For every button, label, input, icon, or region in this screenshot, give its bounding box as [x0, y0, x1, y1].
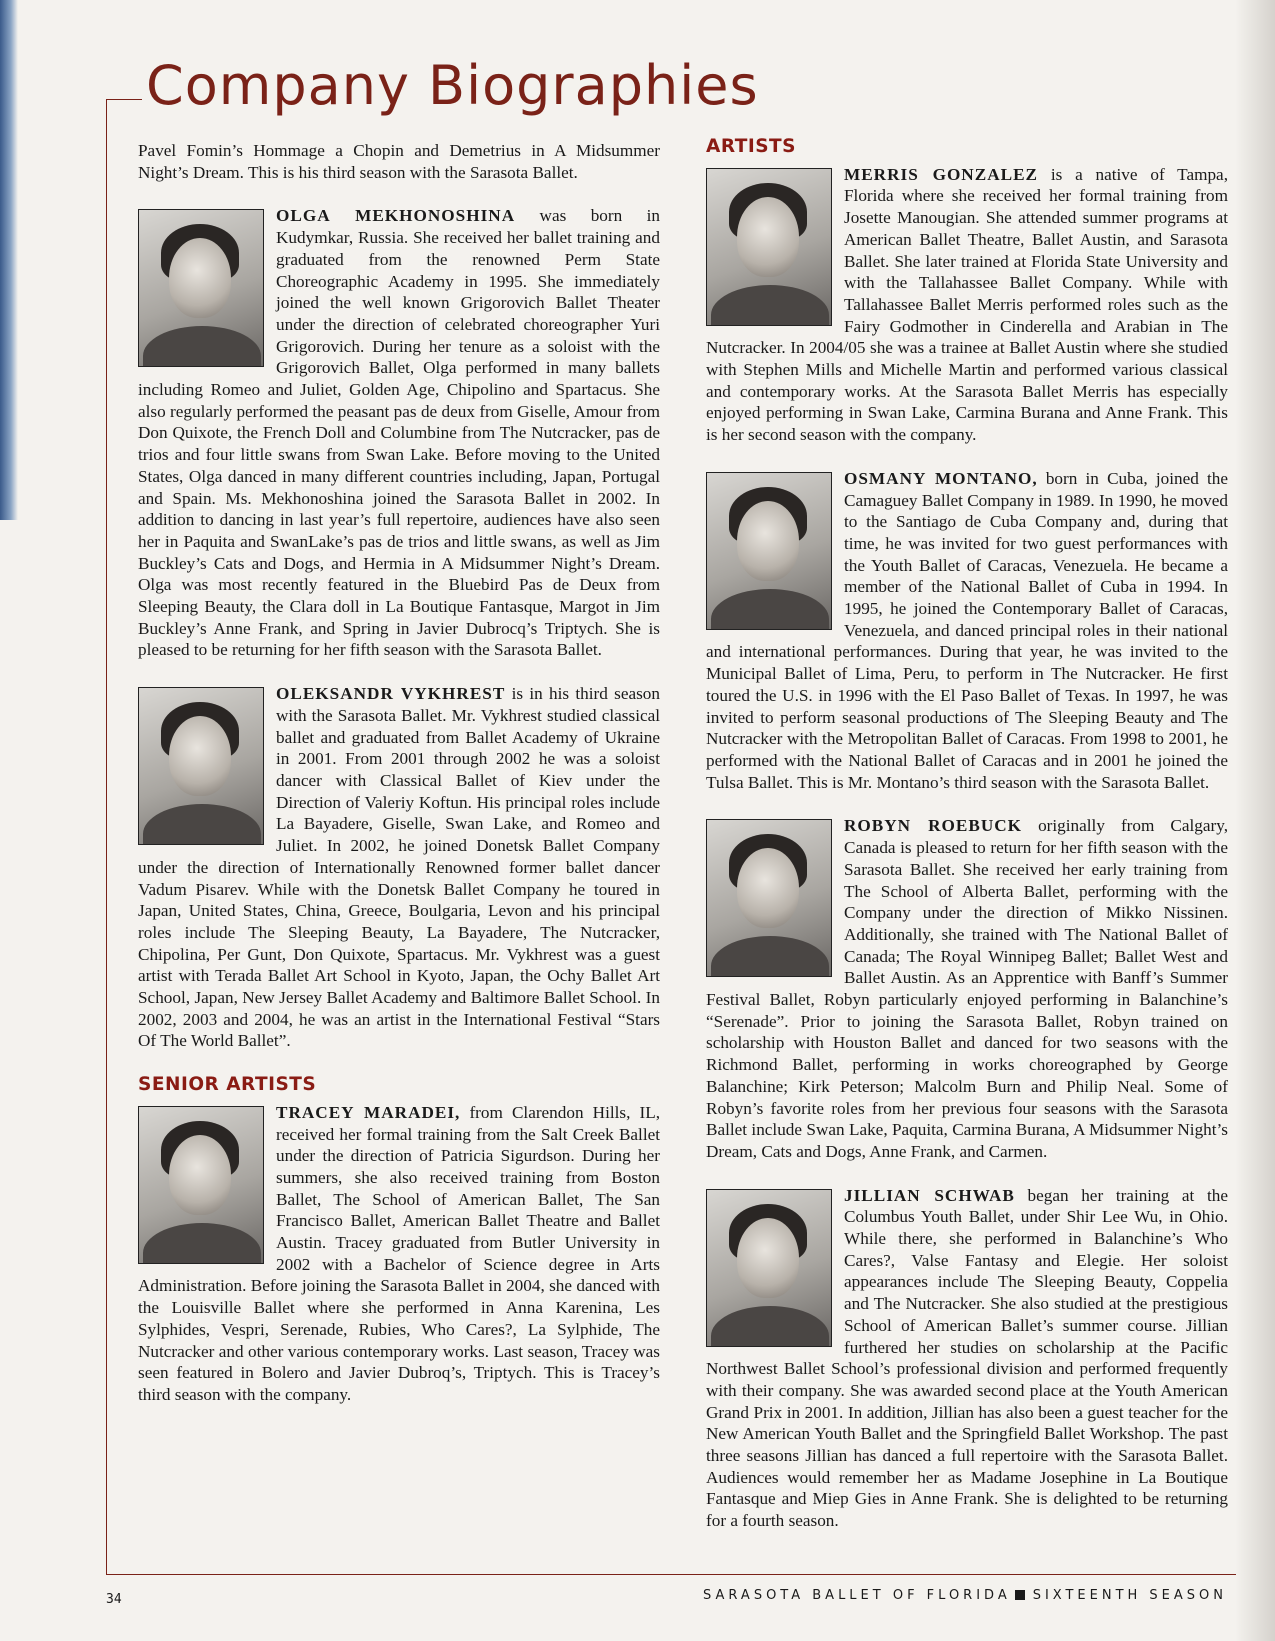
portrait-photo: [138, 687, 264, 845]
bio-oleksandr-vykhrest: [138, 683, 660, 1052]
bio-olga-mekhonoshina: [138, 205, 660, 661]
section-heading-artists: ARTISTS: [706, 136, 797, 157]
dancer-name: ROBYN ROEBUCK: [844, 816, 1023, 836]
portrait-photo: [138, 1106, 264, 1264]
frame-line-bottom: [106, 1574, 1236, 1575]
bio-osmany-montano: [706, 468, 1228, 794]
bio-text: began her training at the Columbus Youth Ballet, under Shir Lee Wu, in Ohio. While there, she performed in Balanchine’s Who Cares?, Valse Fantasy and Elegie. Her soloist appearances include The Sleeping Beauty, Coppelia and The Nutcracker. She also studied at the prestigious School of American Ballet’s summer course. Jillian furthered her studies on scholarship at the Pacific Northwest Ballet School’s professional division and performed frequently with their company. She was awarded second place at the Youth American Grand Prix in 2001. In addition, Jillian has also been a guest teacher for the New American Youth Ballet and the Springfield Ballet Workshop. The past three seasons Jillian has danced a full repertoire with the Sarasota Ballet. Audiences would remember her as Madame Josephine in La Boutique Fantasque and Miep Gies in Anne Frank. She is delighted to be returning for a fourth season.: [706, 1185, 1228, 1531]
section-heading-senior-artists: SENIOR ARTISTS: [138, 1074, 317, 1096]
portrait-photo: [706, 168, 832, 326]
bio-robyn-roebuck: [706, 815, 1228, 1162]
portrait-photo: [706, 819, 832, 977]
portrait-photo: [706, 472, 832, 630]
right-column: [706, 136, 1228, 1554]
bio-merris-gonzalez: [706, 164, 1228, 446]
bio-fomin-continued: [138, 140, 660, 183]
bio-text: is in his third season with the Sarasota Ballet. Mr. Vykhrest studied classical ballet and graduated from Ballet Academy of Ukraine in 2001. From 2001 through 2002 he was a soloist dancer with Classical Ballet of Kiev under the Direction of Valeriy Koftun. His principal roles include La Bayadere, Giselle, Swan Lake, and Romeo and Juliet. In 2002, he joined Donetsk Ballet Company under the direction of Internationally Renowned former ballet dancer Vadum Pisarev. While with the Donetsk Ballet Company he toured in Japan, United States, China, Greece, Boulgaria, Levon and his principal roles include The Sleeping Beauty, La Bayadere, The Nutcracker, Chipolina, Per Gunt, Don Quixote, Spartacus. Mr. Vykhrest was a guest artist with Terada Ballet Art School in Kyoto, Japan, the Ochy Ballet Art School, Japan, New Jersey Ballet Academy and Baltimore Ballet School. In 2002, 2003 and 2004, he was an artist in the International Festival “Stars Of The World Ballet”.: [138, 684, 660, 1051]
frame-line-left: [106, 99, 107, 1574]
bio-text: born in Cuba, joined the Camaguey Ballet Company in 1989. In 1990, he moved to the Santiago de Cuba Company and, during that time, he was invited for two guest performances with the Youth Ballet of Caracas, Venezuela. He became a member of the National Ballet of Cuba in 1994. In 1995, he joined the Contemporary Ballet of Caracas, Venezuela, and danced principal roles in their national and international performances. During that year, he was invited to the Municipal Ballet of Lima, Peru, to perform in The Nutcracker. He first toured the U.S. in 1996 with the El Paso Ballet of Texas. In 1997, he was invited to perform seasonal productions of The Sleeping Beauty and The Nutcracker with the Metropolitan Ballet of Caracas. From 1998 to 2001, he performed with the National Ballet of Caracas and in 2001 he joined the Tulsa Ballet. This is Mr. Montano’s third season with the Sarasota Ballet.: [706, 468, 1228, 792]
dancer-name: OLEKSANDR VYKHREST: [276, 684, 506, 704]
page-edge-strip: [0, 0, 18, 520]
bio-text: Pavel Fomin’s Hommage a Chopin and Demetrius in A Midsummer Night’s Dream. This is his third season with the Sarasota Ballet.: [138, 141, 660, 182]
dancer-name: JILLIAN SCHWAB: [844, 1185, 1015, 1205]
footer-org: SARASOTA BALLET OF FLORIDA: [703, 1588, 1011, 1603]
dancer-name: TRACEY MARADEI,: [276, 1102, 461, 1122]
square-bullet-icon: [1015, 1590, 1025, 1600]
dancer-name: OSMANY MONTANO,: [844, 468, 1038, 488]
left-column: [138, 140, 660, 1428]
bio-text: was born in Kudymkar, Russia. She received her ballet training and graduated from the renowned Perm State Choreographic Academy in 1995. She immediately joined the well known Grigorovich Ballet Theater under the direction of celebrated choreographer Yuri Grigorovich. During her tenure as a soloist with the Grigorovich Ballet, Olga performed in many ballets including Romeo and Juliet, Golden Age, Chipolino and Spartacus. She also regularly performed the peasant pas de deux from Giselle, Amour from Don Quixote, the French Doll and Columbine from The Nutcracker, pas de trios and four little swans from Swan Lake. Before moving to the United States, Olga danced in many different countries including, Japan, Portugal and Spain. Ms. Mekhonoshina joined the Sarasota Ballet in 2002. In addition to dancing in last year’s full repertoire, audiences have also seen her in Paquita and SwanLake’s pas de trios and little swans, as well as Jim Buckley’s Cats and Dogs, and Hermia in A Midsummer Night’s Dream. Olga was most recently featured in the Bluebird Pas de Deux from Sleeping Beauty, the Clara doll in La Boutique Fantasque, Margot in Jim Buckley’s Anne Frank, and Spring in Javier Dubrocq’s Triptych. She is pleased to be returning for her fifth season with the Sarasota Ballet.: [138, 206, 660, 660]
bio-text: is a native of Tampa, Florida where she received her formal training from Josette Manougian. She attended summer programs at American Ballet Theatre, Ballet Austin, and Sarasota Ballet. She later trained at Florida State University and with the Tallahassee Ballet Company. While with Tallahassee Ballet Merris performed roles such as the Fairy Godmother in Cinderella and Arabian in The Nutcracker. In 2004/05 she was a trainee at Ballet Austin where she studied with Stephen Mills and Michelle Martin and performed various classical and contemporary works. At the Sarasota Ballet Merris has especially enjoyed performing in Swan Lake, Carmina Burana and Anne Frank. This is her second season with the company.: [706, 164, 1228, 445]
footer-season: SIXTEENTH SEASON: [1032, 1588, 1227, 1603]
bio-text: from Clarendon Hills, IL, received her formal training from the Salt Creek Ballet under the direction of Patricia Sigurdson. During her summers, she also received training from Boston Ballet, The School of American Ballet, The San Francisco Ballet, American Ballet Theatre and Ballet Austin. Tracey graduated from Butler University in 2002 with a Bachelor of Science degree in Arts Administration. Before joining the Sarasota Ballet in 2004, she danced with the Louisville Ballet where she performed in Anna Karenina, Les Sylphides, Vespri, Serenade, Rubies, Who Cares?, La Sylphide, The Nutcracker and other various contemporary works. Last season, Tracey was seen featured in Bolero and Javier Dubroq’s, Triptych. This is Tracey’s third season with the company.: [138, 1102, 660, 1404]
bio-tracey-maradei: [138, 1102, 660, 1406]
bio-jillian-schwab: [706, 1185, 1228, 1532]
portrait-photo: [706, 1189, 832, 1347]
page-gutter-shadow: [1235, 0, 1275, 1641]
dancer-name: OLGA MEKHONOSHINA: [276, 206, 516, 226]
running-footer: [703, 1588, 1227, 1603]
page-number: 34: [106, 1592, 122, 1607]
page-title: Company Biographies: [146, 54, 759, 117]
dancer-name: MERRIS GONZALEZ: [844, 164, 1038, 184]
frame-line-top: [106, 99, 142, 100]
portrait-photo: [138, 209, 264, 367]
bio-text: originally from Calgary, Canada is pleased to return for her fifth season with the Sarasota Ballet. She received her early training from The School of Alberta Ballet, performing with the Company under the direction of Mikko Nissinen. Additionally, she trained with The National Ballet of Canada; The Royal Winnipeg Ballet; Ballet West and Ballet Austin. As an Apprentice with Banff’s Summer Festival Ballet, Robyn particularly enjoyed performing in Balanchine’s “Serenade”. Prior to joining the Sarasota Ballet, Robyn trained on scholarship with Houston Ballet and danced for two seasons with the Richmond Ballet, performing in works choreographed by George Balanchine; Kirk Peterson; Malcolm Burn and Philip Neal. Some of Robyn’s favorite roles from her previous four seasons with the Sarasota Ballet include Swan Lake, Paquita, Carmina Burana, A Midsummer Night’s Dream, Cats and Dogs, Anne Frank, and Carmen.: [706, 816, 1228, 1161]
